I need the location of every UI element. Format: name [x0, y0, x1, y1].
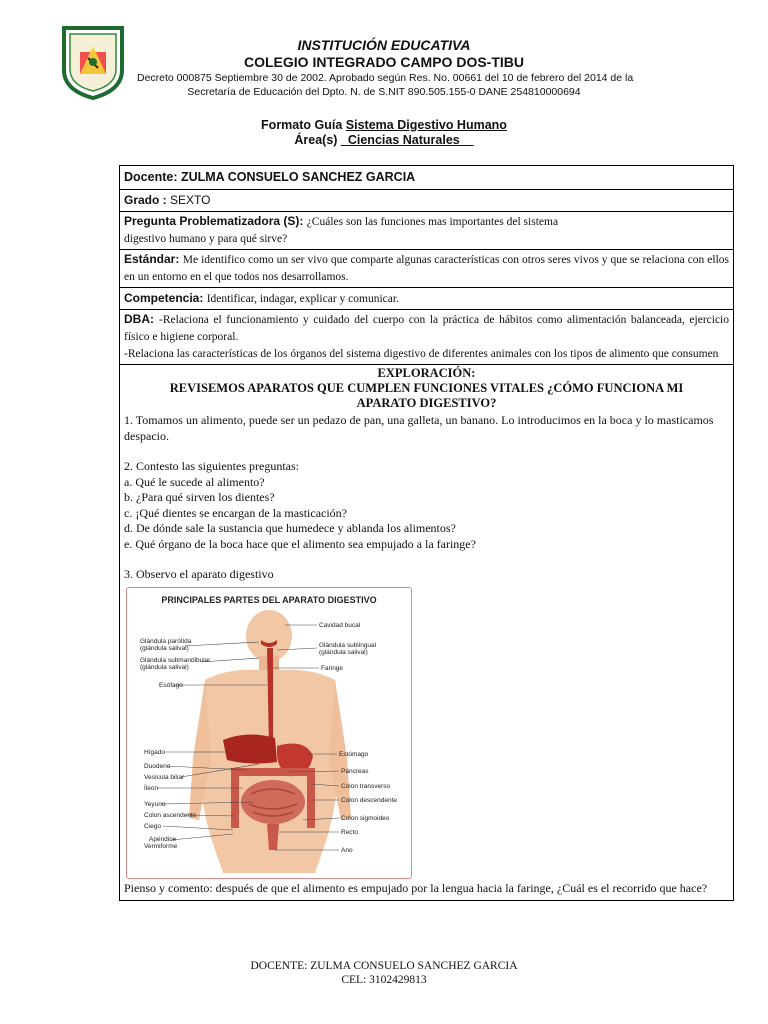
label-transverse-colon: Colon transverso [341, 782, 391, 790]
label-appendix: Apéndice [149, 835, 177, 843]
exploration-step-3: 3. Observo el aparato digestivo [124, 567, 274, 581]
standard-value: Me identifico como un ser vivo que comparte algunas características con otros seres vivos y que se relaciona con ellos en un entorno en el que todos nos desarrollamos. [124, 254, 729, 283]
label-descending-colon: Colon descendente [341, 796, 398, 804]
label-sigmoid-colon: Colon sigmoideo [341, 814, 390, 822]
question-item-e: e. Qué órgano de la boca hace que el alimento sea empujado a la faringe? [124, 536, 476, 551]
label-ascending-colon: Colon ascendente [144, 811, 197, 819]
area-prefix: Área(s) [294, 133, 341, 147]
decree-line-2: Secretaría de Educación del Dpto. N. de S.NIT 890.505.155-0 DANE 254810000694 [187, 86, 581, 98]
footer-phone: CEL: 3102429813 [341, 974, 427, 986]
college-name: COLEGIO INTEGRADO CAMPO DOS-TIBU [244, 54, 524, 70]
label-sublingual: Glándula sublingual [319, 641, 377, 649]
question-row [120, 212, 733, 250]
dba-row [120, 310, 733, 365]
label-pharynx: Faringe [321, 664, 344, 672]
guide-area [0, 133, 768, 147]
exploration-step-1: 1. Tomamos un alimento, puede ser un pedazo de pan, una galleta, un banano. Lo introducimos en la boca y lo masticamos despacio. [124, 413, 714, 443]
label-esophagus: Esófago [159, 681, 183, 689]
label-cecum: Ciego [144, 822, 161, 830]
question-item-d: d. De dónde sale la sustancia que humedece y ablanda los alimentos? [124, 521, 456, 535]
guide-table [119, 165, 734, 901]
question-item-c: c. ¡Qué dientes se encargan de la masticación? [124, 505, 348, 520]
decree-line-1: Decreto 000875 Septiembre 30 de 2002. Aprobado según Res. No. 00661 del 10 de febrero del 2014 de la [137, 72, 634, 84]
dba-value-1: -Relaciona el funcionamiento y cuidado del cuerpo con la práctica de hábitos como alimentación balanceada, ejercicio físico e higiene corporal. [124, 314, 729, 343]
label-pancreas: Páncreas [341, 767, 369, 775]
question-item-a: a. Qué le sucede al alimento? [124, 474, 265, 489]
grade-value: SEXTO [170, 193, 211, 207]
digestive-system-diagram [126, 587, 412, 879]
exploration-step-2: 2. Contesto las siguientes preguntas: [124, 459, 299, 473]
dba-value-2: -Relaciona las características de los órganos del sistema digestivo de diferentes animales con los tipos de alimento que consumen [124, 348, 719, 360]
competence-row [120, 288, 733, 310]
label-rectum: Recto [341, 828, 358, 836]
grade-row [120, 190, 733, 212]
label-jejunum: Yeyuno [144, 800, 166, 808]
exploration-subtitle: REVISEMOS APARATOS QUE CUMPLEN FUNCIONES VITALES ¿CÓMO FUNCIONA MI APARATO DIGESTIVO? [169, 381, 684, 410]
guide-format-title [0, 118, 768, 132]
label-sublingual-note: (glándula salival) [319, 648, 368, 656]
question-item-b: b. ¿Para qué sirven los dientes? [124, 490, 275, 504]
label-gallbladder: Vesícula biliar [144, 773, 185, 781]
exploration-closing: Pienso y comento: después de que el alimento es empujado por la lengua hacia la faringe, ¿Cuál es el recorrido que hace? [124, 880, 708, 895]
exploration-section [120, 365, 733, 900]
label-oral-cavity: Cavidad bucal [319, 621, 361, 629]
exploration-heading [124, 366, 729, 411]
standard-label: Estándar: [124, 252, 183, 266]
institution-name: INSTITUCIÓN EDUCATIVA [297, 37, 471, 53]
diagram-title: PRINCIPALES PARTES DEL APARATO DIGESTIVO [161, 594, 377, 605]
label-duodenum: Duodeno [144, 762, 171, 770]
format-prefix: Formato Guía [261, 118, 346, 132]
area-value: _Ciencias Naturales__ [340, 133, 474, 147]
question-line-1: ¿Cuáles son las funciones mas importantes del sistema [306, 216, 559, 228]
format-subject: Sistema Digestivo Humano [345, 118, 507, 132]
label-parotid: Glándula parótida [140, 637, 192, 645]
document-header [0, 0, 768, 110]
question-label: Pregunta Problematizadora (S): [124, 214, 307, 228]
label-submandibular: Glándula submandibular [140, 656, 211, 664]
label-stomach: Estómago [339, 750, 369, 758]
dba-label: DBA: [124, 312, 160, 326]
standard-row [120, 250, 733, 288]
label-anus: Ano [341, 846, 353, 854]
label-submandibular-note: (glándula salival) [140, 663, 189, 671]
label-ileum: Íleon [144, 784, 159, 792]
competence-value: Identificar, indagar, explicar y comunicar. [206, 293, 399, 305]
footer-teacher: DOCENTE: ZULMA CONSUELO SANCHEZ GARCIA [250, 960, 518, 972]
label-appendix-note: Vermiforme [144, 842, 178, 850]
grade-label: Grado : [124, 193, 171, 207]
label-liver: Hígado [144, 748, 165, 756]
question-line-2: digestivo humano y para qué sirve? [124, 233, 288, 245]
exploration-title: EXPLORACIÓN: [377, 366, 476, 380]
teacher-row: Docente: ZULMA CONSUELO SANCHEZ GARCIA [120, 166, 733, 190]
competence-label: Competencia: [124, 291, 207, 305]
label-parotid-note: (glándula salival) [140, 644, 189, 652]
